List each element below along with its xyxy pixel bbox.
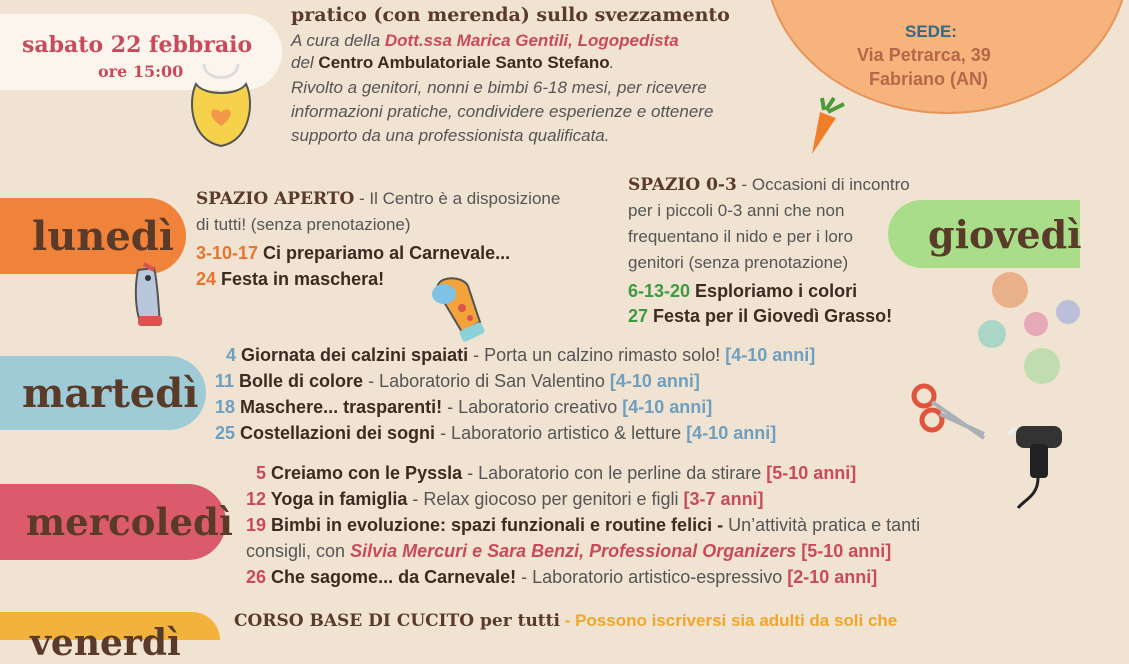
center-suffix: . (609, 53, 615, 72)
sock-puppet-icon (428, 270, 492, 342)
martedi-item-date: 11 (215, 371, 235, 391)
martedi-item-age: [4-10 anni] (725, 345, 816, 365)
giovedi-e1-title: Esploriamo i colori (690, 281, 858, 301)
mercoledi-item-4 (246, 564, 877, 590)
event-time: ore 15:00 (98, 62, 184, 81)
mercoledi-item-desc: - Laboratorio con le perline da stirare (462, 463, 767, 483)
mercoledi-item-3 (246, 512, 920, 538)
center-name: Centro Ambulatoriale Santo Stefano (318, 53, 610, 72)
giovedi-line-1 (628, 172, 910, 198)
mercoledi-item-age: [3-7 anni] (683, 489, 764, 509)
lunedi-heading: SPAZIO APERTO (196, 189, 355, 209)
martedi-day: martedì (22, 369, 199, 417)
giovedi-text-1: - Occasioni di incontro (736, 175, 910, 194)
mercoledi-item-date: 5 (256, 463, 267, 483)
martedi-item-age: [4-10 anni] (609, 371, 700, 391)
mercoledi-item-age: [5-10 anni] (796, 541, 892, 561)
giovedi-e1-dates: 6-13-20 (628, 281, 691, 301)
martedi-item-desc: - Laboratorio artistico & letture (435, 423, 687, 443)
mercoledi-item-title: Che sagome... da Carnevale! (266, 567, 517, 587)
mercoledi-item-title: Creiamo con le Pyssla (266, 463, 463, 483)
martedi-item-date: 4 (226, 345, 237, 365)
martedi-item-title: Giornata dei calzini spaiati (236, 345, 469, 365)
mercoledi-item-title: Yoga in famiglia (266, 489, 408, 509)
lunedi-e1-dates: 3-10-17 (196, 243, 259, 263)
martedi-item (215, 420, 776, 446)
giovedi-event-1 (628, 278, 857, 304)
mercoledi-day: mercoledì (26, 500, 233, 544)
martedi-pill (0, 356, 206, 430)
venerdi-pill (0, 612, 220, 664)
mercoledi-item-2 (246, 486, 764, 512)
martedi-item-age: [4-10 anni] (686, 423, 777, 443)
event-center-line (291, 50, 614, 76)
venerdi-line-1 (234, 608, 897, 634)
giovedi-day: giovedì (928, 211, 1082, 257)
martedi-item (215, 394, 712, 420)
mercoledi-item-date: 19 (246, 515, 267, 535)
scissors-icon (910, 380, 988, 446)
martedi-item-date: 18 (215, 397, 236, 417)
sede-label: SEDE: (905, 22, 957, 41)
martedi-item-date: 25 (215, 423, 236, 443)
martedi-item-desc: - Porta un calzino rimasto solo! (468, 345, 726, 365)
carrot-icon (800, 96, 850, 158)
event-desc-2: informazioni pratiche, condividere esperienze e ottenere (291, 102, 714, 121)
sock-puppet-icon (124, 260, 174, 330)
lunedi-line-2: di tutti! (senza prenotazione) (196, 215, 411, 234)
giovedi-line-4: genitori (senza prenotazione) (628, 253, 849, 272)
martedi-item (215, 368, 700, 394)
martedi-item-title: Costellazioni dei sogni (235, 423, 436, 443)
sede-city: Fabriano (AN) (869, 69, 988, 89)
giovedi-heading: SPAZIO 0-3 (628, 175, 737, 195)
mercoledi-item-date: 12 (246, 489, 267, 509)
lunedi-day: lunedì (32, 212, 174, 260)
mercoledi-item-desc: Un’attività pratica e tanti (723, 515, 921, 535)
lunedi-event-1 (196, 240, 510, 266)
giovedi-e2-title: Festa per il Giovedì Grasso! (648, 306, 893, 326)
venerdi-note: - Possono iscriversi sia adulti da soli che (559, 611, 898, 630)
curated-prefix: A cura della (291, 31, 385, 50)
mercoledi-item-3-prefix: consigli, con (246, 541, 351, 561)
martedi-item-desc: - Laboratorio creativo (442, 397, 623, 417)
martedi-item-desc: - Laboratorio di San Valentino (363, 371, 610, 391)
mercoledi-item-age: [2-10 anni] (787, 567, 878, 587)
mercoledi-item-title: Bimbi in evoluzione: spazi funzionali e routine felici - (266, 515, 724, 535)
event-desc-1: Rivolto a genitori, nonni e bimbi 6-18 mesi, per ricevere (291, 78, 707, 97)
mercoledi-item-1 (256, 460, 856, 486)
mercoledi-item-3-people: Silvia Mercuri e Sara Benzi, Professional Organizers (350, 541, 797, 561)
mercoledi-item-desc: - Laboratorio artistico-espressivo (516, 567, 788, 587)
martedi-item-age: [4-10 anni] (622, 397, 713, 417)
martedi-item-title: Maschere... trasparenti! (235, 397, 443, 417)
event-desc-3: supporto da una professionista qualificata. (291, 126, 610, 145)
venerdi-day: venerdì (30, 622, 181, 664)
center-prefix: del (291, 53, 319, 72)
bubbles-icon (972, 268, 1080, 390)
lunedi-e2-dates: 24 (196, 269, 217, 289)
bib-icon (186, 60, 256, 152)
event-date: sabato 22 febbraio (22, 32, 253, 58)
lunedi-e2-title: Festa in maschera! (216, 269, 385, 289)
lunedi-event-2 (196, 266, 384, 292)
sede-street: Via Petrarca, 39 (857, 45, 991, 65)
giovedi-line-2: per i piccoli 0-3 anni che non (628, 201, 845, 220)
mercoledi-item-3-cont (246, 538, 891, 564)
mercoledi-item-desc: - Relax giocoso per genitori e figli (407, 489, 684, 509)
glue-gun-icon (1004, 420, 1074, 512)
event-title: pratico (con merenda) sullo svezzamento (291, 4, 730, 26)
mercoledi-item-age: [5-10 anni] (766, 463, 857, 483)
curator-name: Dott.ssa Marica Gentili, Logopedista (384, 31, 679, 50)
giovedi-pill (888, 200, 1080, 268)
giovedi-event-2 (628, 303, 892, 329)
venerdi-heading: CORSO BASE DI CUCITO per tutti (234, 611, 560, 631)
lunedi-text-1: - Il Centro è a disposizione (354, 189, 561, 208)
martedi-item (226, 342, 815, 368)
martedi-item-title: Bolle di colore (234, 371, 364, 391)
giovedi-line-3: frequentano il nido e per i loro (628, 227, 853, 246)
mercoledi-item-date: 26 (246, 567, 267, 587)
giovedi-e2-dates: 27 (628, 306, 649, 326)
mercoledi-pill (0, 484, 233, 560)
lunedi-line-1 (196, 186, 560, 212)
lunedi-e1-title: Ci prepariamo al Carnevale... (258, 243, 511, 263)
